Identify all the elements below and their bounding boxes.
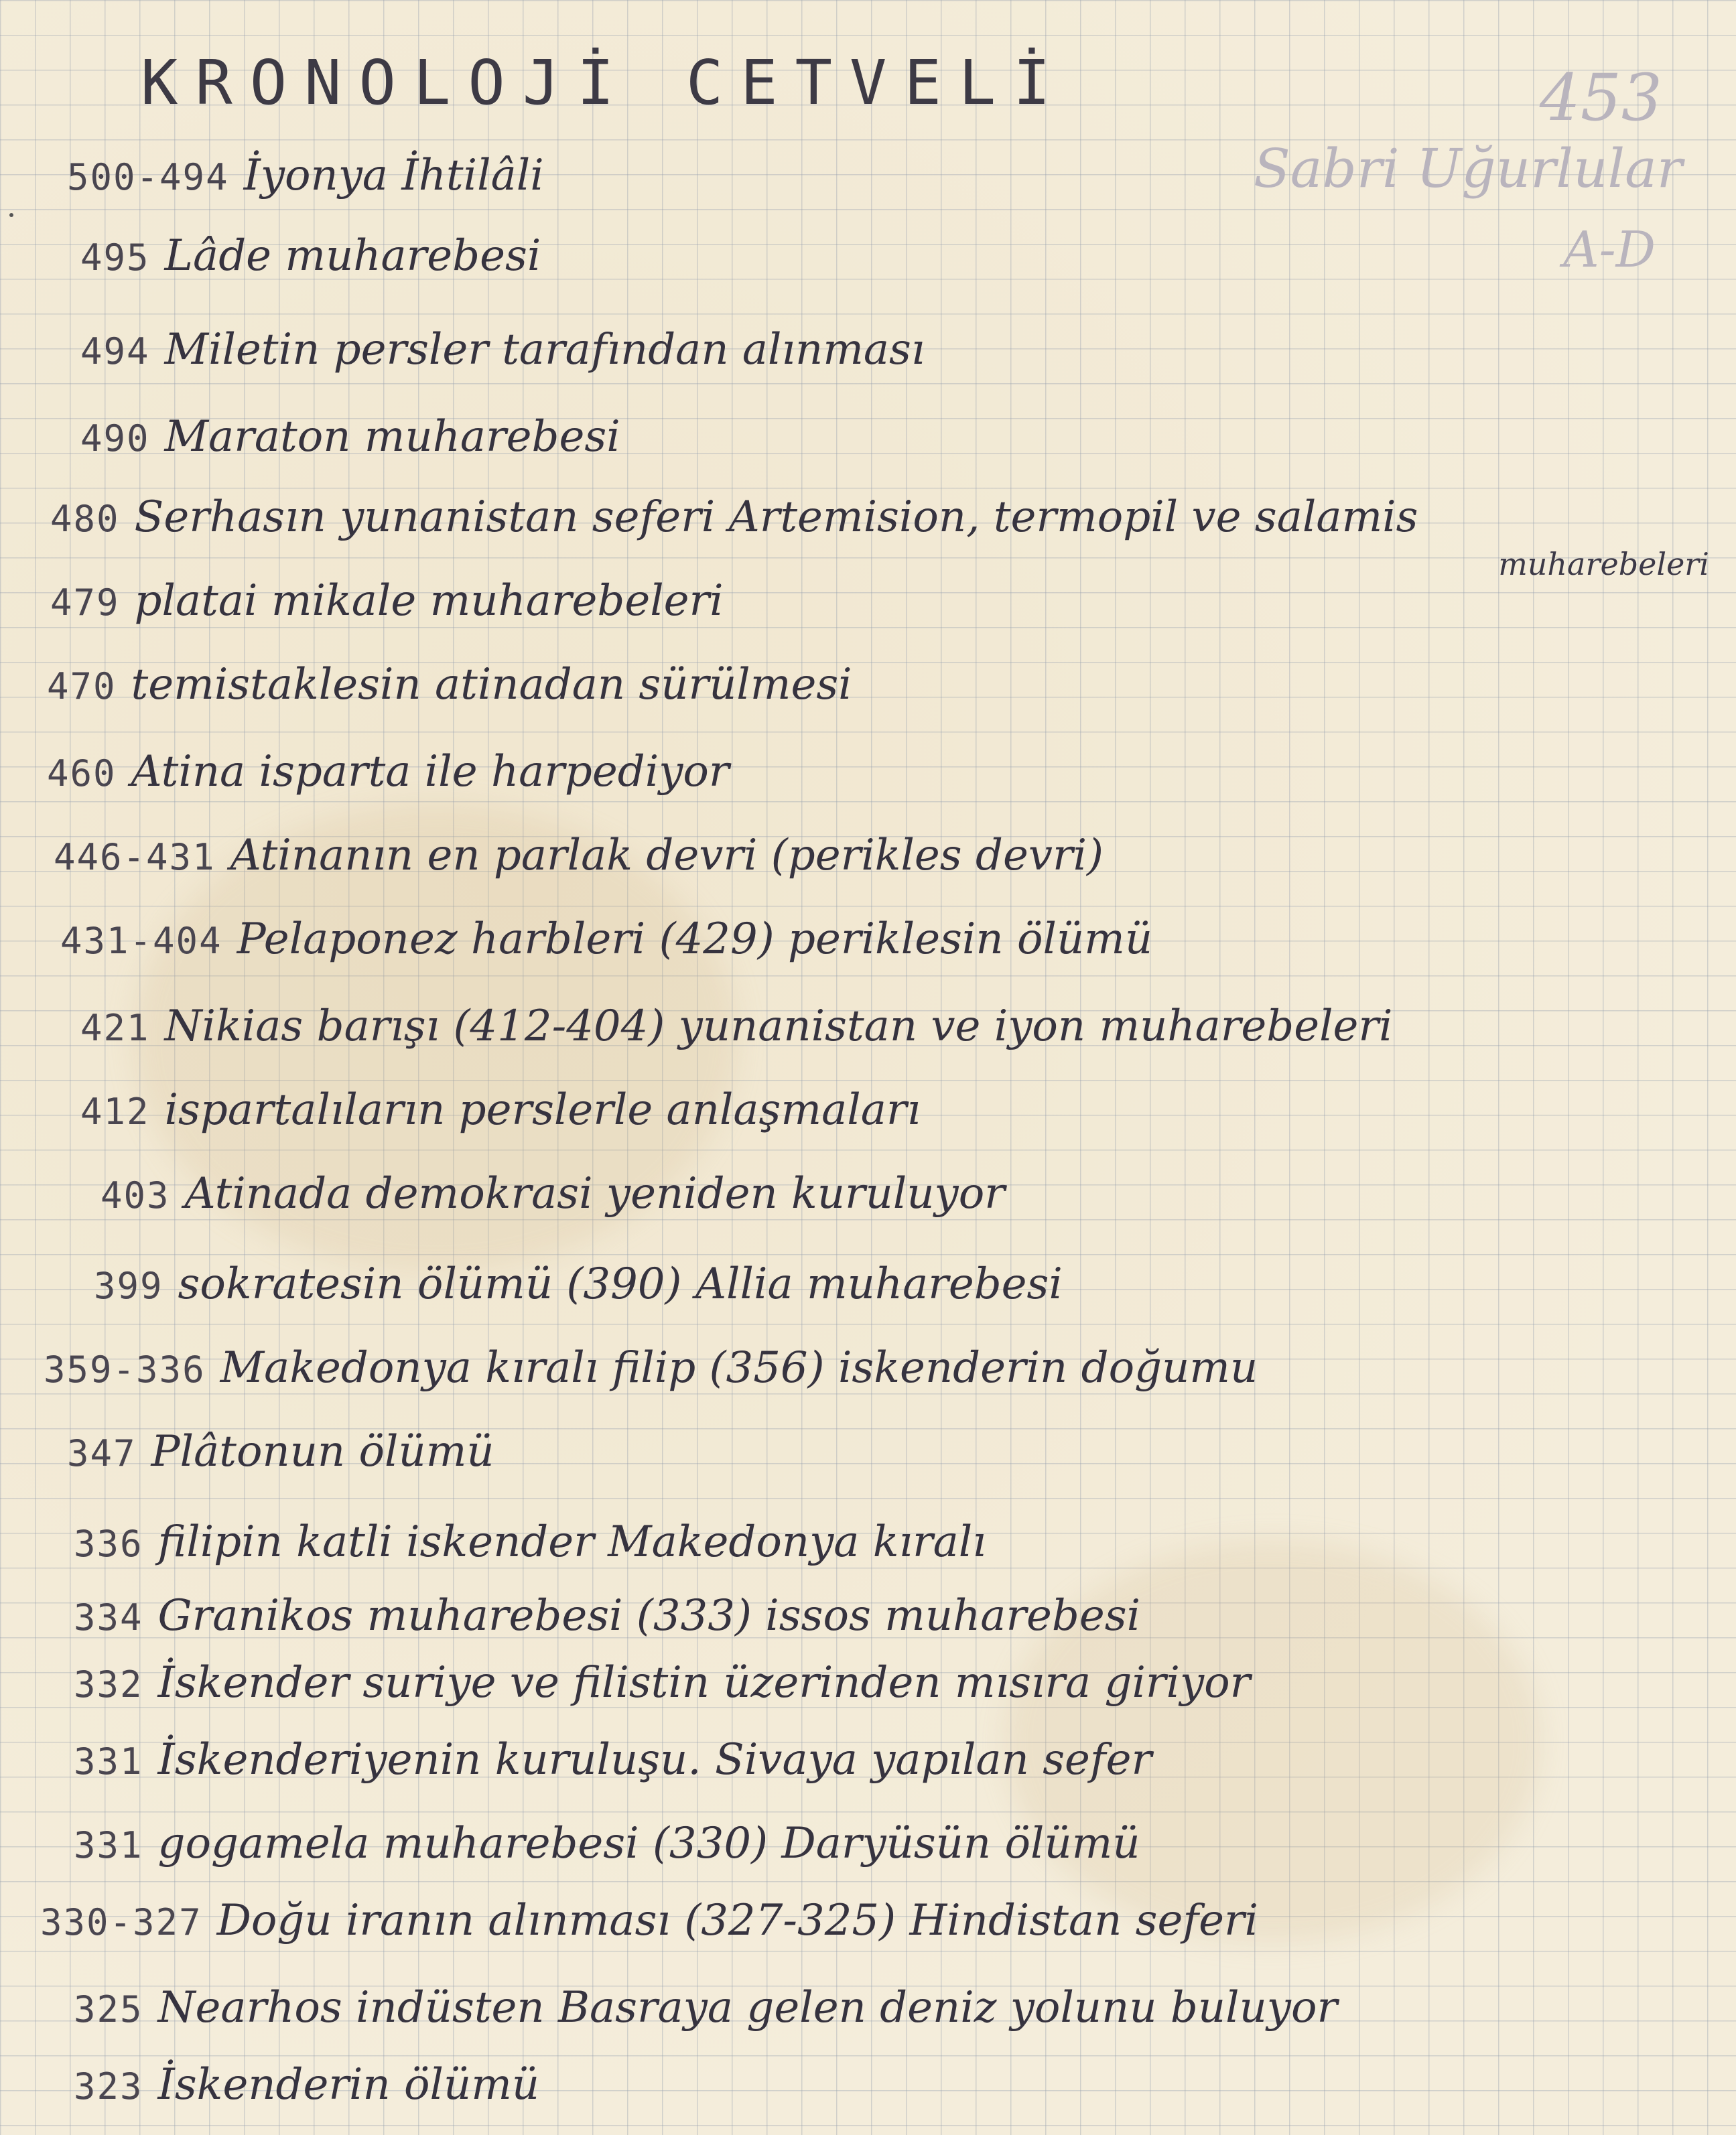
entry-text: filipin katli iskender Makedonya kıralı: [157, 1517, 986, 1567]
chronology-entry: [74, 1983, 1337, 2033]
entry-text: Granikos muharebesi (333) issos muharebesi: [157, 1591, 1141, 1641]
archive-code: A-D: [1563, 221, 1656, 279]
entry-year: 330-327: [40, 1901, 202, 1943]
chronology-entry: [47, 747, 729, 797]
entry-year: 460: [47, 752, 117, 795]
entry-year: 331: [74, 1740, 143, 1783]
entry-year: 470: [47, 665, 117, 707]
chronology-entry: [74, 1658, 1250, 1708]
entry-year: 500-494: [67, 156, 229, 198]
entry-text: Atinada demokrasi yeniden kuruluyor: [184, 1169, 1005, 1219]
entry-text: İskenderin ölümü: [157, 2060, 540, 2110]
entry-year: 347: [67, 1432, 137, 1474]
entry-text: Maraton muharebesi: [164, 412, 620, 462]
entry-text: İskenderiyenin kuruluşu. Sivaya yapılan sefer: [157, 1735, 1152, 1785]
chronology-entry: [80, 325, 925, 374]
entry-text: İskender suriye ve filistin üzerinden mısıra giriyor: [157, 1658, 1251, 1708]
entry-text: Atinanın en parlak devri (perikles devri): [230, 831, 1104, 880]
chronology-entry: [74, 1591, 1140, 1641]
chronology-entry: [50, 492, 1418, 542]
chronology-entry: [94, 1259, 1063, 1309]
chronology-entry: [74, 1735, 1152, 1785]
entry-year: 431-404: [60, 920, 222, 962]
chronology-entry: [67, 151, 544, 200]
entry-text: Serhasın yunanistan seferi Artemision, termopil ve salamis: [134, 492, 1418, 542]
entry-text: Atina isparta ile harpediyor: [131, 747, 730, 797]
chronology-entry: [67, 1427, 494, 1476]
entry-text: Lâde muharebesi: [164, 231, 541, 281]
entry-text: sokratesin ölümü (390) Allia muharebesi: [178, 1259, 1063, 1309]
chronology-entry: [40, 1896, 1258, 1945]
entry-year: 399: [94, 1265, 163, 1307]
chronology-entry: [47, 660, 852, 709]
chronology-entry: [50, 576, 724, 626]
entry-year: 332: [74, 1663, 143, 1706]
chronology-entry: [80, 1002, 1392, 1051]
entry-year: 403: [101, 1174, 170, 1217]
entry-text: Doğu iranın alınması (327-325) Hindistan seferi: [216, 1896, 1259, 1945]
chronology-entry: [74, 1517, 986, 1567]
archive-number: 453: [1539, 60, 1662, 135]
entry-year: 480: [50, 498, 120, 540]
entry-text: platai mikale muharebeleri: [134, 576, 724, 626]
chronology-entry: [54, 831, 1104, 880]
entry-year: 495: [80, 236, 150, 279]
entry-year: 323: [74, 2065, 143, 2108]
chronology-entry: [80, 1085, 921, 1135]
chronology-entry: [74, 2060, 539, 2110]
chronology-entry: [80, 231, 541, 281]
archive-name: Sabri Uğurlular: [1254, 137, 1682, 200]
entry-year: 446-431: [54, 836, 216, 878]
entry-year: 494: [80, 330, 150, 372]
entry-year: 325: [74, 1988, 143, 2030]
chronology-entry: [80, 412, 620, 462]
chronology-entry: [44, 1343, 1258, 1393]
chronology-entry: [74, 1819, 1140, 1868]
entry-year: 359-336: [44, 1349, 206, 1391]
entry-text: Nikias barışı (412-404) yunanistan ve iyon muharebeleri: [164, 1002, 1393, 1051]
entry-text: ispartalıların perslerle anlaşmaları: [164, 1085, 921, 1135]
entry-year: 334: [74, 1596, 143, 1639]
entry-text: Miletin persler tarafından alınması: [164, 325, 925, 374]
entry-text: Nearhos indüsten Basraya gelen deniz yolunu buluyor: [157, 1983, 1338, 2033]
entry-year: 479: [50, 581, 120, 624]
entry-text: gogamela muharebesi (330) Daryüsün ölümü: [157, 1819, 1140, 1868]
entry-year: 421: [80, 1007, 150, 1049]
page-title: KRONOLOJİ CETVELİ: [141, 47, 1068, 119]
entry-text: Plâtonun ölümü: [151, 1427, 494, 1476]
entry-year: 490: [80, 417, 150, 460]
entry-text: temistaklesin atinadan sürülmesi: [131, 660, 852, 709]
ink-dot: [9, 213, 13, 217]
entry-year: 331: [74, 1824, 143, 1866]
entry-year: 336: [74, 1523, 143, 1565]
entry-text: Pelaponez harbleri (429) periklesin ölümü: [237, 914, 1153, 964]
continuation-note: muharebeleri: [1498, 546, 1709, 582]
entry-text: Makedonya kıralı filip (356) iskenderin doğumu: [220, 1343, 1258, 1393]
chronology-entry: [60, 914, 1152, 964]
chronology-entry: [101, 1169, 1005, 1219]
entry-year: 412: [80, 1091, 150, 1133]
entry-text: İyonya İhtilâli: [243, 151, 544, 200]
